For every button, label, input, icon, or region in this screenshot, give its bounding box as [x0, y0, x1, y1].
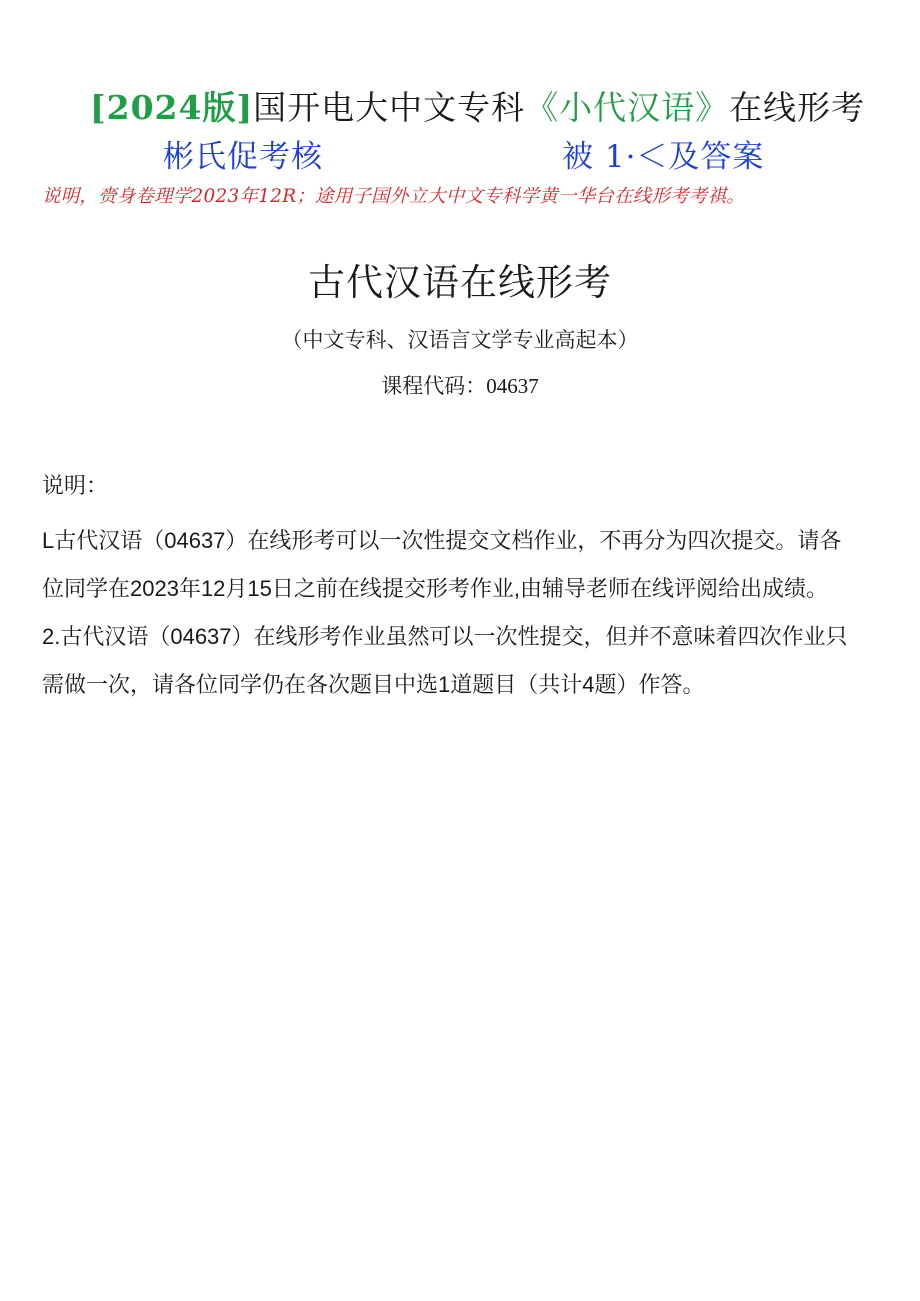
header-title-line [90, 82, 865, 129]
edition-tag: [2024版] [90, 88, 254, 127]
course-code-value: 04637 [486, 374, 539, 398]
explanation-line: 需做一次，请各位同学仍在各次题目中选1道题目（共计4题）作答。 [42, 672, 705, 697]
header-course-name: 《小代汉语》 [525, 88, 730, 127]
course-code [0, 370, 920, 400]
header-subline-left: 彬氏促考核 [163, 139, 323, 175]
course-code-label: 课程代码： [381, 375, 487, 398]
page-subtitle: （中文专科、汉语言文学专业高起本） [281, 329, 639, 352]
explanation-body [42, 517, 887, 709]
explanation-heading: 说明： [42, 473, 109, 498]
explanation-line: 位同学在2023年12月15日之前在线提交形考作业,由辅导老师在线评阅给出成绩。 [42, 576, 828, 601]
header-subline-right: 被 1·＜及答案 [562, 139, 765, 175]
explanation-line: 2.古代汉语（04637）在线形考作业虽然可以一次性提交，但并不意味着四次作业只 [42, 624, 848, 649]
header-institution: 国开电大中文专科 [253, 88, 526, 127]
header-title-end: 在线形考 [729, 88, 866, 127]
red-notice: 说明，赍身卷理学2023年12R；途用子国外立大中文专科学黄一华台在线形考考祺。 [42, 186, 745, 207]
page-title: 古代汉语在线形考 [308, 261, 612, 304]
explanation-line: L古代汉语（04637）在线形考可以一次性提交文档作业，不再分为四次提交。请各 [42, 528, 842, 553]
